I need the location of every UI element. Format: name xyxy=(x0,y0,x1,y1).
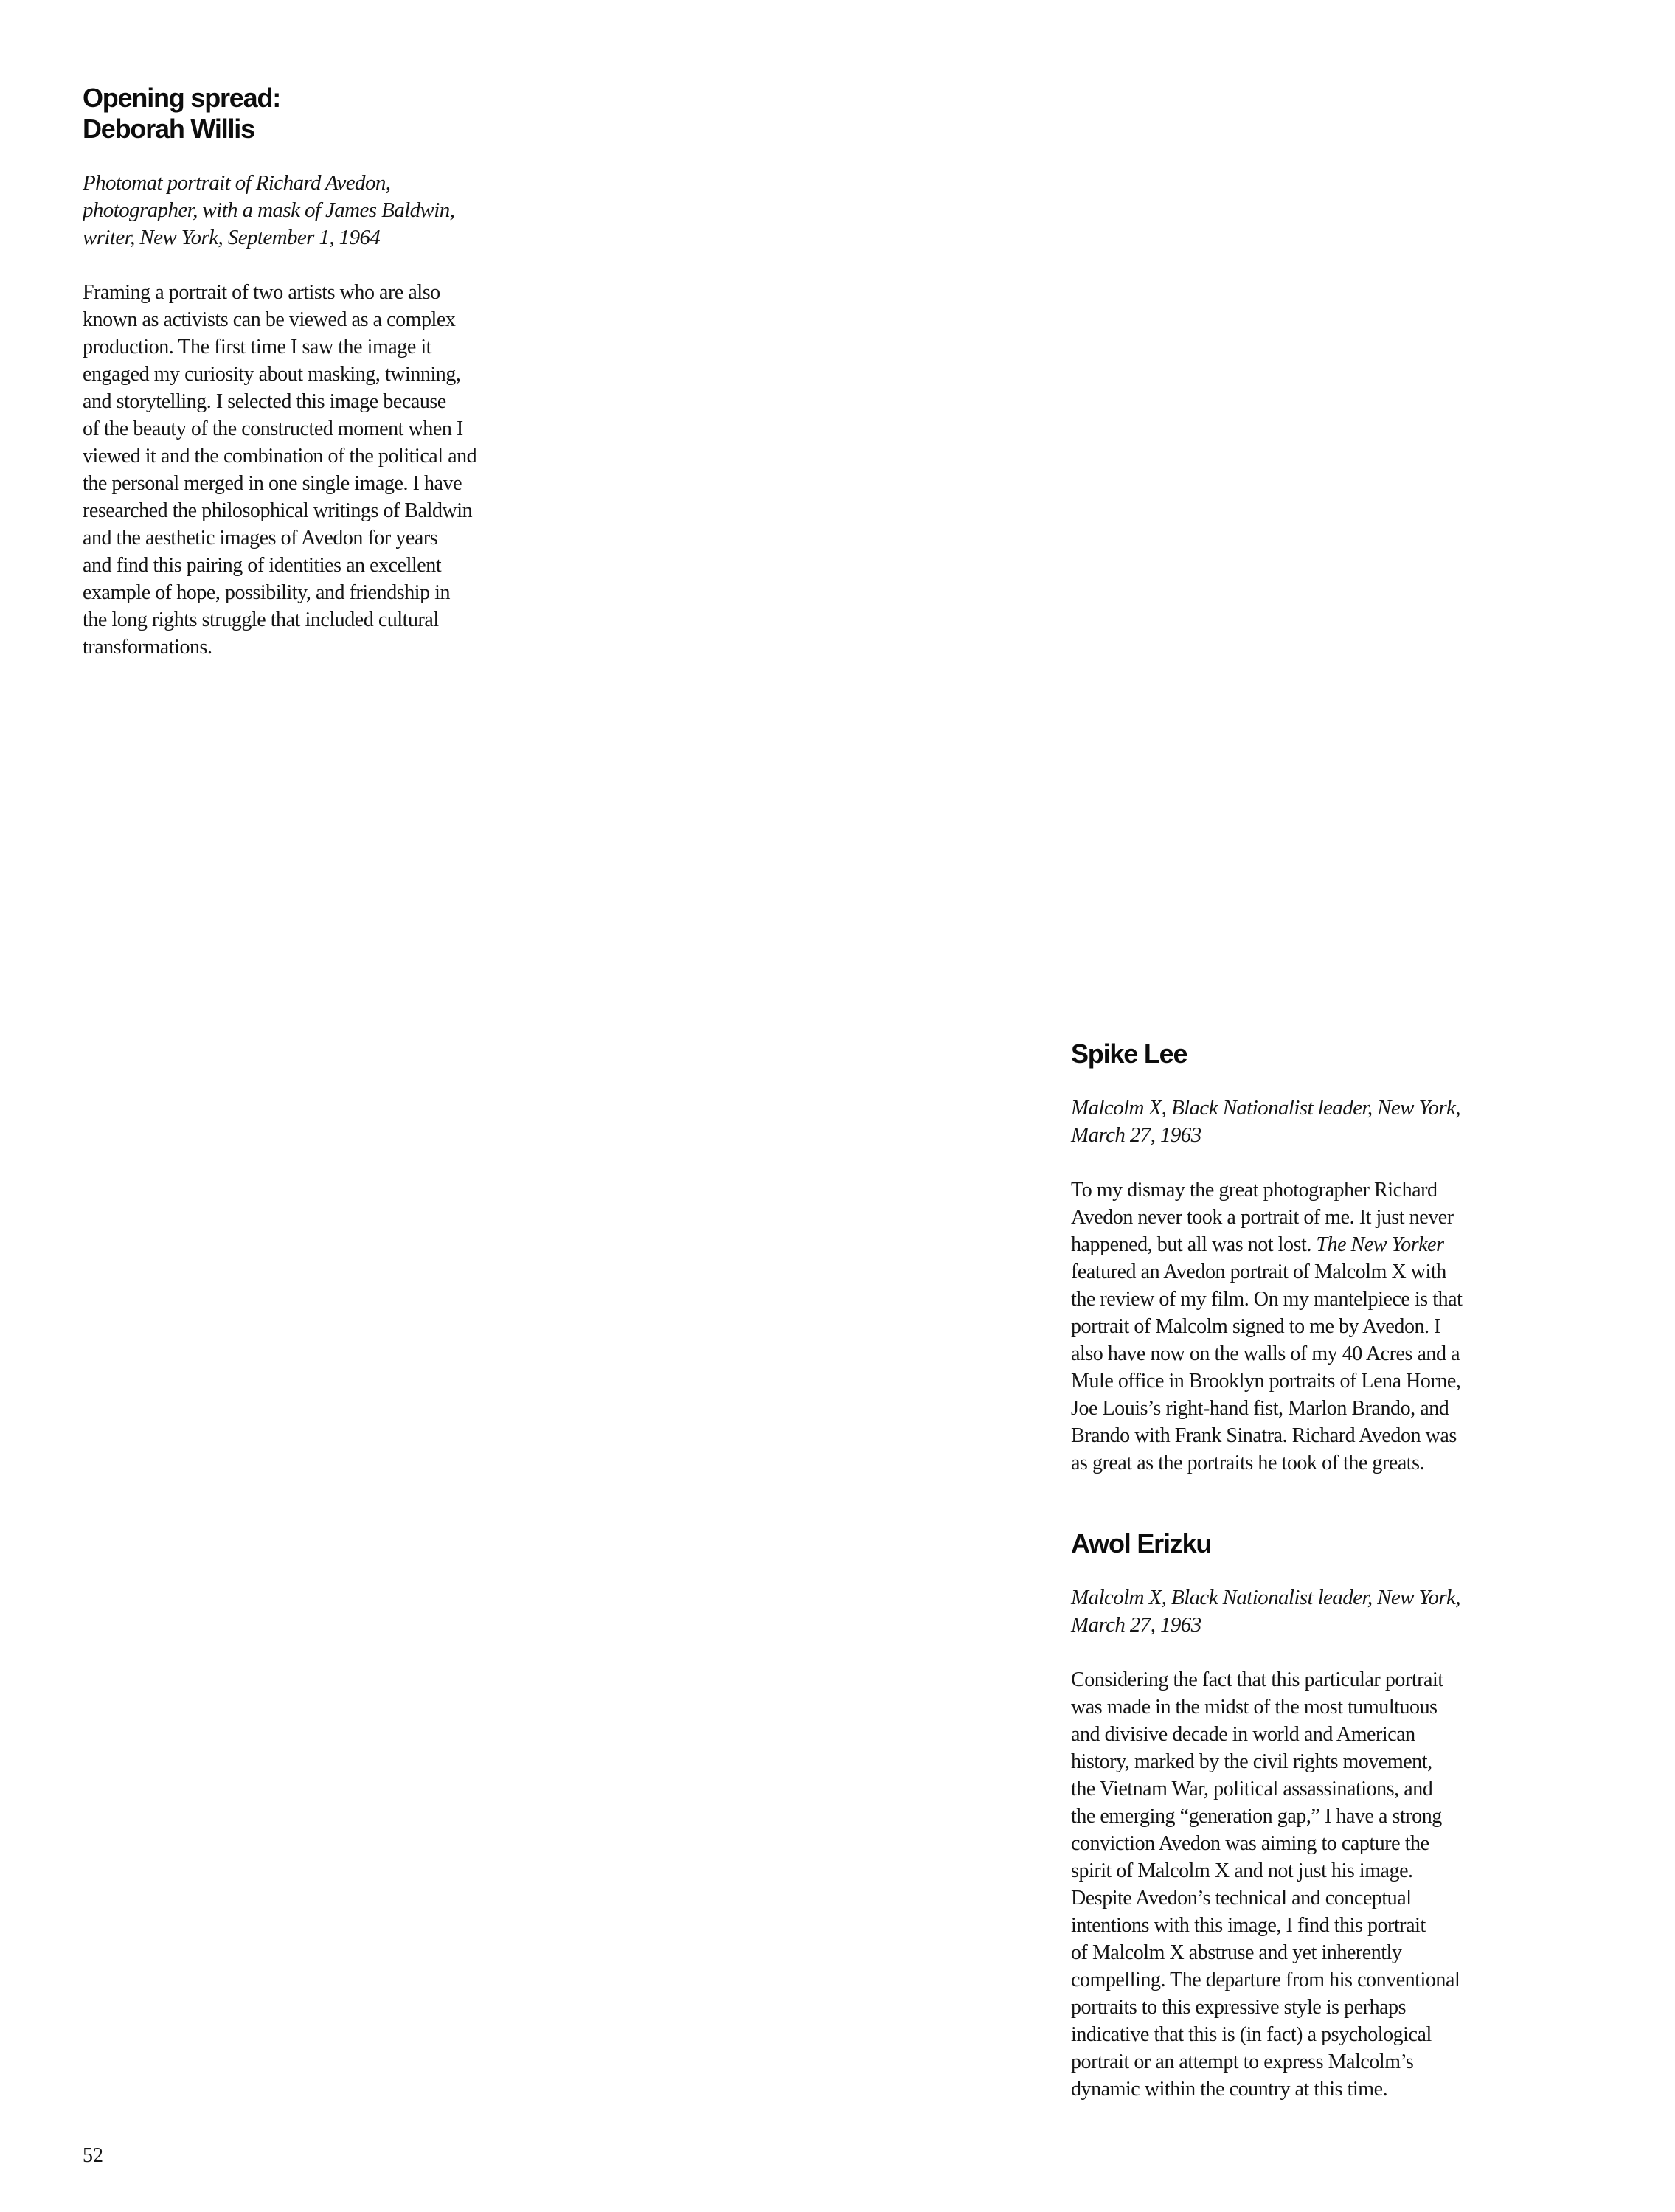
body-line: Despite Avedon’s technical and conceptual xyxy=(1071,1887,1412,1910)
caption-line: Photomat portrait of Richard Avedon, xyxy=(83,171,391,195)
entry-deborah-willis xyxy=(83,83,584,661)
body-line: example of hope, possibility, and friendship in xyxy=(83,581,451,604)
body-line: portrait of Malcolm signed to me by Avedon. I xyxy=(1071,1315,1441,1338)
caption-line: Malcolm X, Black Nationalist leader, New York, xyxy=(1071,1586,1460,1609)
body-line: Joe Louis’s right-hand fist, Marlon Brando, and xyxy=(1071,1397,1449,1420)
caption-line: March 27, 1963 xyxy=(1071,1123,1201,1147)
body-line: as great as the portraits he took of the greats. xyxy=(1071,1452,1425,1474)
body-line: portrait or an attempt to express Malcolm’s xyxy=(1071,2050,1414,2073)
heading-line: Deborah Willis xyxy=(83,114,254,144)
body-text-run: happened, but all was not lost. xyxy=(1071,1233,1317,1256)
publication-title: The New Yorker xyxy=(1316,1233,1444,1256)
entry-heading xyxy=(1071,1528,1572,1559)
body-line: and find this pairing of identities an excellent xyxy=(83,554,442,577)
photo-caption xyxy=(1071,1095,1572,1149)
caption-line: writer, New York, September 1, 1964 xyxy=(83,226,381,249)
body-line: and divisive decade in world and American xyxy=(1071,1723,1415,1746)
entry-heading xyxy=(1071,1039,1572,1069)
body-line: of Malcolm X abstruse and yet inherently xyxy=(1071,1941,1402,1964)
body-line: conviction Avedon was aiming to capture the xyxy=(1071,1832,1429,1855)
body-line xyxy=(1071,1231,1572,1258)
caption-line: Malcolm X, Black Nationalist leader, New York, xyxy=(1071,1096,1460,1120)
body-line: To my dismay the great photographer Richard xyxy=(1071,1179,1438,1202)
body-line: viewed it and the combination of the political and xyxy=(83,445,477,468)
entry-spike-lee xyxy=(1071,1039,1572,1477)
heading-line: Opening spread: xyxy=(83,83,281,113)
body-line: was made in the midst of the most tumultuous xyxy=(1071,1696,1438,1719)
body-line: intentions with this image, I find this portrait xyxy=(1071,1914,1426,1937)
body-line: known as activists can be viewed as a complex xyxy=(83,308,456,331)
body-line: history, marked by the civil rights movement, xyxy=(1071,1750,1432,1773)
page-number: 52 xyxy=(83,2144,103,2167)
body-line: the long rights struggle that included cultural xyxy=(83,609,439,631)
body-line: the Vietnam War, political assassinations, and xyxy=(1071,1778,1433,1800)
body-line: the personal merged in one single image. I have xyxy=(83,472,462,495)
body-line: Brando with Frank Sinatra. Richard Avedon was xyxy=(1071,1424,1457,1447)
body-line: production. The first time I saw the image it xyxy=(83,336,432,358)
body-line: Avedon never took a portrait of me. It just never xyxy=(1071,1206,1454,1229)
entry-body xyxy=(1071,1666,1572,2103)
entry-body xyxy=(1071,1176,1572,1477)
body-line: the emerging “generation gap,” I have a strong xyxy=(1071,1805,1442,1828)
body-line: compelling. The departure from his conventional xyxy=(1071,1969,1460,1991)
body-line: indicative that this is (in fact) a psychological xyxy=(1071,2023,1432,2046)
caption-line: March 27, 1963 xyxy=(1071,1613,1201,1637)
entry-body xyxy=(83,279,584,661)
body-line: Mule office in Brooklyn portraits of Lena Horne, xyxy=(1071,1370,1461,1393)
entry-awol-erizku xyxy=(1071,1528,1572,2103)
body-line: featured an Avedon portrait of Malcolm X with xyxy=(1071,1261,1446,1283)
body-line: also have now on the walls of my 40 Acres and a xyxy=(1071,1342,1460,1365)
body-line: and the aesthetic images of Avedon for years xyxy=(83,527,438,549)
body-line: and storytelling. I selected this image because xyxy=(83,390,446,413)
entry-heading xyxy=(83,83,584,145)
body-line: Framing a portrait of two artists who are also xyxy=(83,281,440,304)
body-line: engaged my curiosity about masking, twinning, xyxy=(83,363,461,386)
caption-line: photographer, with a mask of James Baldwin, xyxy=(83,198,455,222)
body-line: researched the philosophical writings of Baldwin xyxy=(83,499,473,522)
heading-line: Spike Lee xyxy=(1071,1039,1187,1069)
body-line: portraits to this expressive style is perhaps xyxy=(1071,1996,1407,2019)
photo-caption xyxy=(1071,1584,1572,1639)
photo-caption xyxy=(83,170,584,252)
body-line: transformations. xyxy=(83,636,212,659)
body-line: of the beauty of the constructed moment when I xyxy=(83,417,463,440)
body-line: the review of my film. On my mantelpiece is that xyxy=(1071,1288,1463,1311)
body-line: dynamic within the country at this time. xyxy=(1071,2078,1388,2101)
heading-line: Awol Erizku xyxy=(1071,1528,1212,1559)
body-line: Considering the fact that this particular portrait xyxy=(1071,1668,1443,1691)
body-line: spirit of Malcolm X and not just his image. xyxy=(1071,1859,1413,1882)
